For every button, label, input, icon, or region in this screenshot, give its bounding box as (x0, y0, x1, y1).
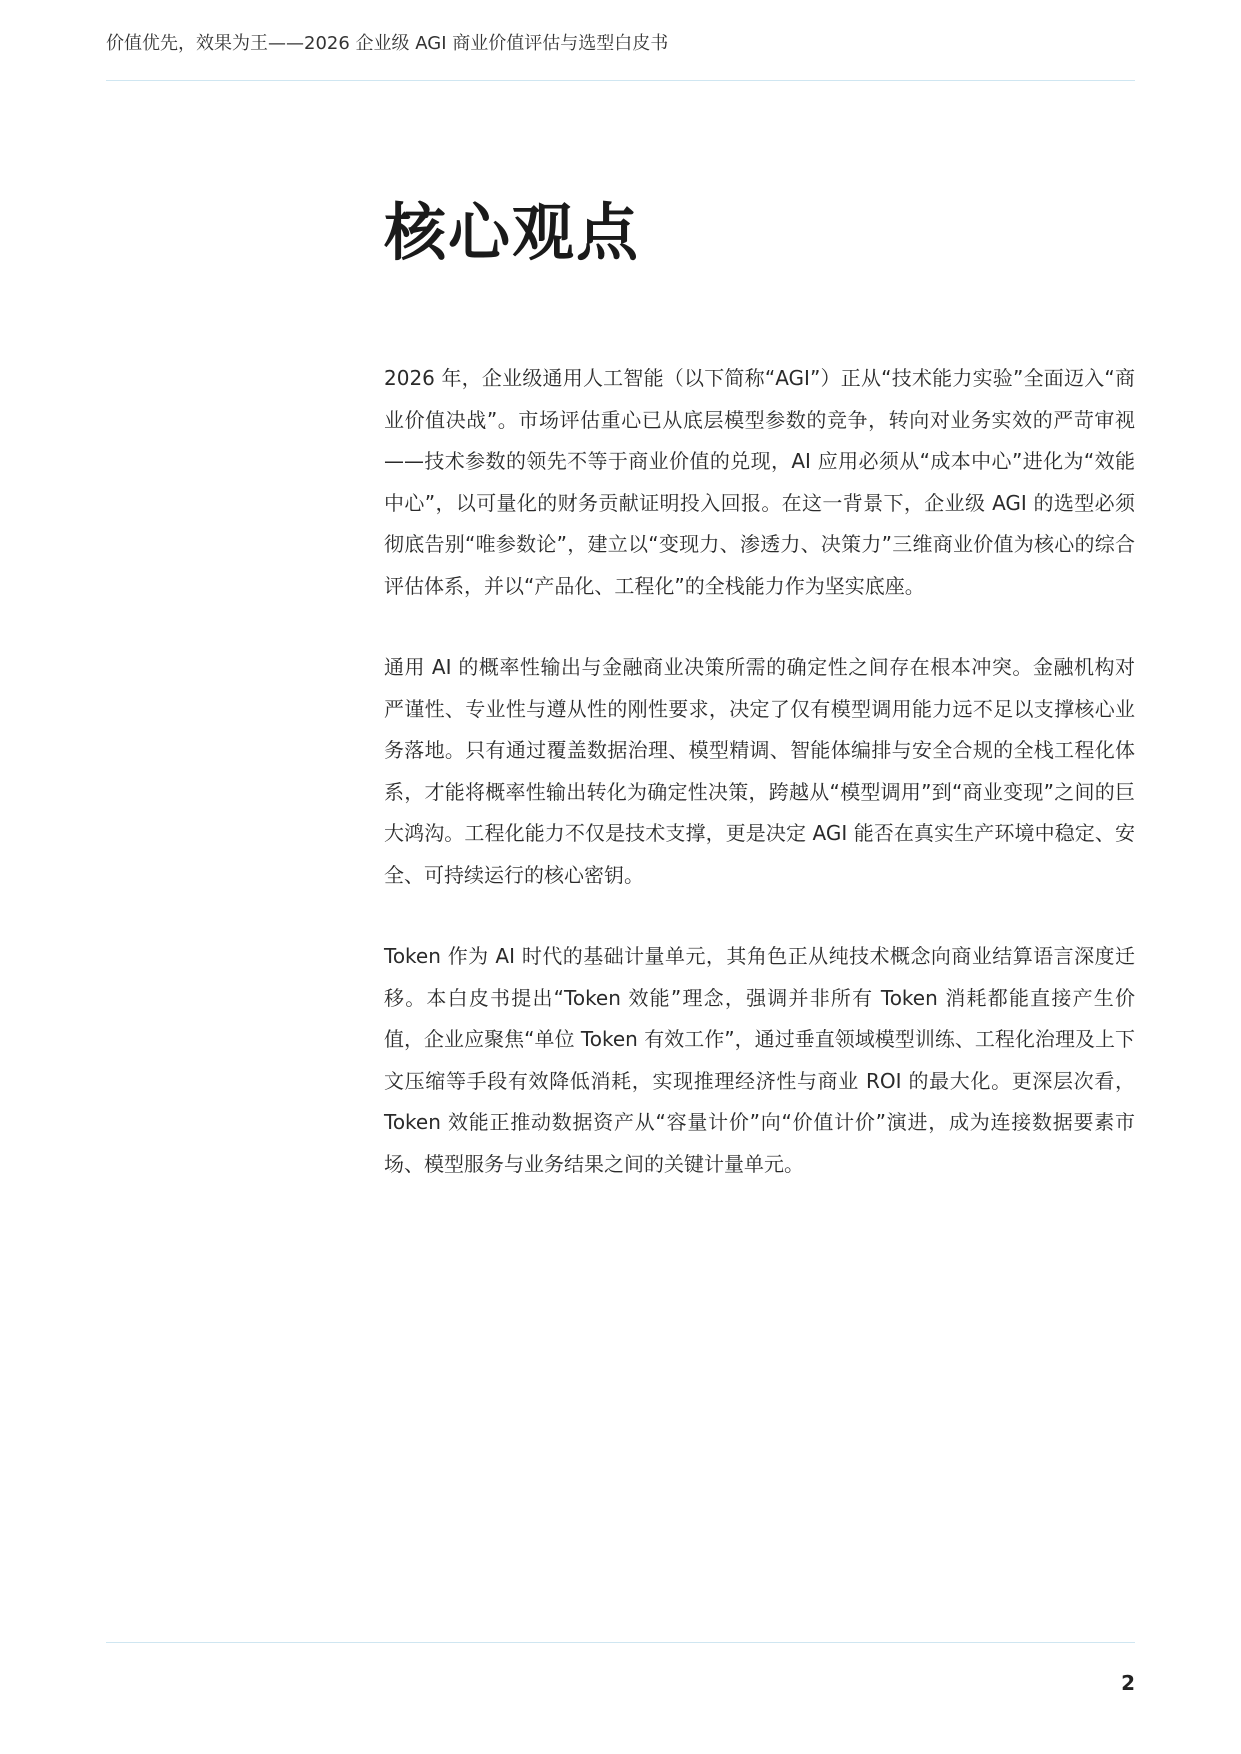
section-heading: 核心观点 (384, 196, 641, 269)
footer-divider (106, 1642, 1135, 1643)
header-divider (106, 80, 1135, 81)
paragraph-2: 通用 AI 的概率性输出与金融商业决策所需的确定性之间存在根本冲突。金融机构对严谨性、专业性与遵从性的刚性要求，决定了仅有模型调用能力远不足以支撑核心业务落地。只有通过覆盖数据治理、模型精调、智能体编排与安全合规的全栈工程化体系，才能将概率性输出转化为确定性决策，跨越从“模型调用”到“商业变现”之间的巨大鸿沟。工程化能力不仅是技术支撑，更是决定 AGI 能否在真实生产环境中稳定、安全、可持续运行的核心密钥。 (384, 655, 1135, 887)
page-number: 2 (1121, 1671, 1135, 1695)
running-header: 价值优先，效果为王——2026 企业级 AGI 商业价值评估与选型白皮书 (106, 33, 669, 54)
paragraph-1: 2026 年，企业级通用人工智能（以下简称“AGI”）正从“技术能力实验”全面迈入“商业价值决战”。市场评估重心已从底层模型参数的竞争，转向对业务实效的严苛审视——技术参数的领先不等于商业价值的兑现，AI 应用必须从“成本中心”进化为“效能中心”，以可量化的财务贡献证明投入回报。在这一背景下，企业级 AGI 的选型必须彻底告别“唯参数论”，建立以“变现力、渗透力、决策力”三维商业价值为核心的综合评估体系，并以“产品化、工程化”的全栈能力作为坚实底座。 (384, 366, 1135, 598)
paragraph-3: Token 作为 AI 时代的基础计量单元，其角色正从纯技术概念向商业结算语言深度迁移。本白皮书提出“Token 效能”理念，强调并非所有 Token 消耗都能直接产生价值，企业应聚焦“单位 Token 有效工作”，通过垂直领域模型训练、工程化治理及上下文压缩等手段有效降低消耗，实现推理经济性与商业 ROI 的最大化。更深层次看，Token 效能正推动数据资产从“容量计价”向“价值计价”演进，成为连接数据要素市场、模型服务与业务结果之间的关键计量单元。 (384, 944, 1135, 1176)
body-text (384, 358, 1135, 1225)
